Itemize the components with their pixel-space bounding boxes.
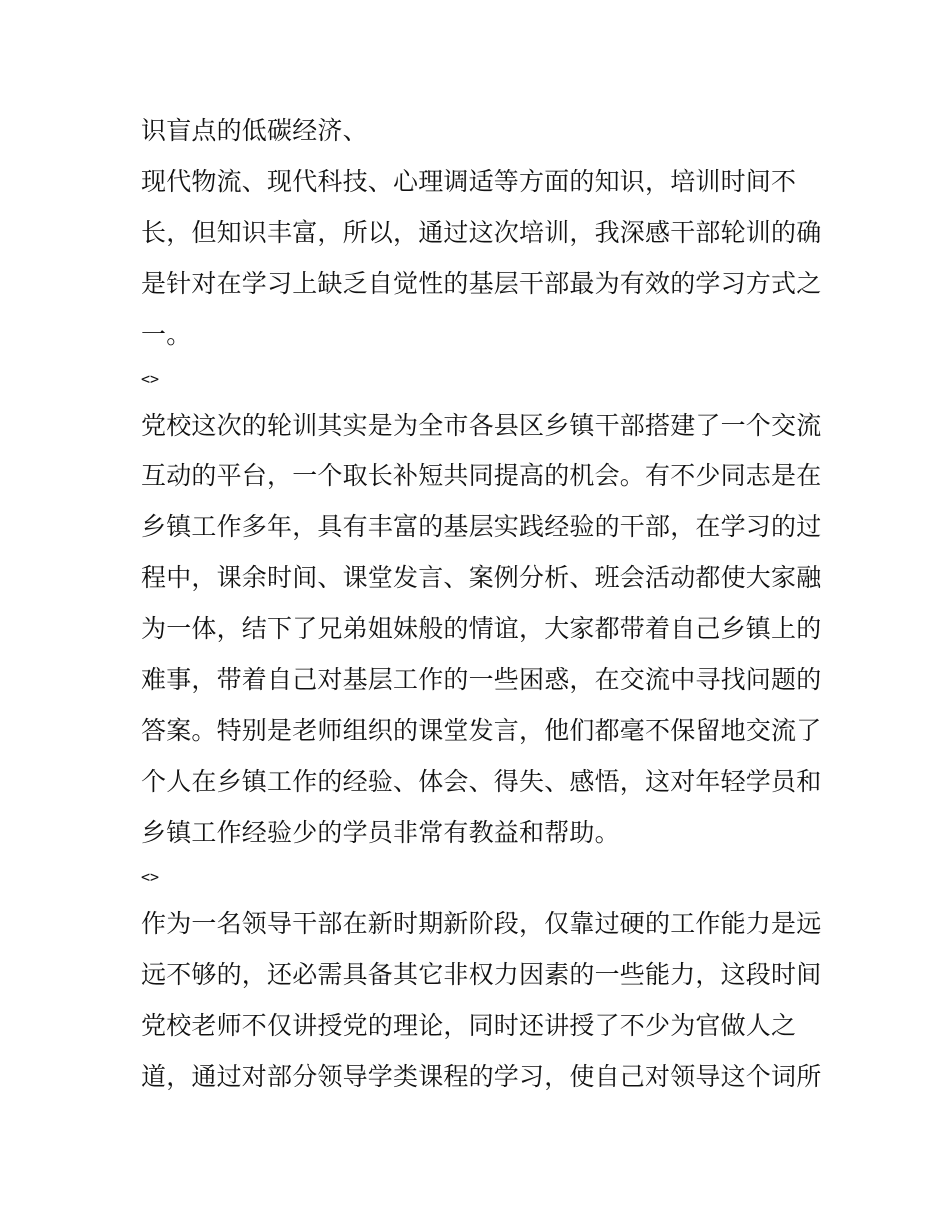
section-separator: <> [141,370,160,388]
text-line: 长，但知识丰富，所以，通过这次培训，我深感干部轮训的确 [141,218,822,247]
text-line: 乡镇工作多年，具有丰富的基层实践经验的干部，在学习的过 [141,512,822,541]
text-line: 作为一名领导干部在新时期新阶段，仅靠过硬的工作能力是远 [141,909,822,938]
section-separator: <> [141,868,160,886]
text-line: 道，通过对部分领导学类课程的学习，使自己对领导这个词所 [141,1062,822,1091]
text-line: 互动的平台，一个取长补短共同提高的机会。有不少同志是在 [141,461,822,490]
text-line: 党校这次的轮训其实是为全市各县区乡镇干部搭建了一个交流 [141,411,822,440]
text-line: 难事，带着自己对基层工作的一些困惑，在交流中寻找问题的 [141,665,822,694]
text-line: 是针对在学习上缺乏自觉性的基层干部最为有效的学习方式之 [141,269,822,298]
text-line: 乡镇工作经验少的学员非常有教益和帮助。 [141,818,620,847]
text-line: 识盲点的低碳经济、 [141,116,368,145]
text-line: 程中，课余时间、课堂发言、案例分析、班会活动都使大家融 [141,563,822,592]
text-line: 为一体，结下了兄弟姐妹般的情谊，大家都带着自己乡镇上的 [141,614,822,643]
text-line: 远不够的，还必需具备其它非权力因素的一些能力，这段时间 [141,960,822,989]
text-line: 个人在乡镇工作的经验、体会、得失、感悟，这对年轻学员和 [141,767,822,796]
text-line: 一。 [141,320,192,349]
text-line: 答案。特别是老师组织的课堂发言，他们都毫不保留地交流了 [141,716,822,745]
text-line: 党校老师不仅讲授党的理论，同时还讲授了不少为官做人之 [141,1011,797,1040]
text-line: 现代物流、现代科技、心理调适等方面的知识，培训时间不 [141,167,797,196]
